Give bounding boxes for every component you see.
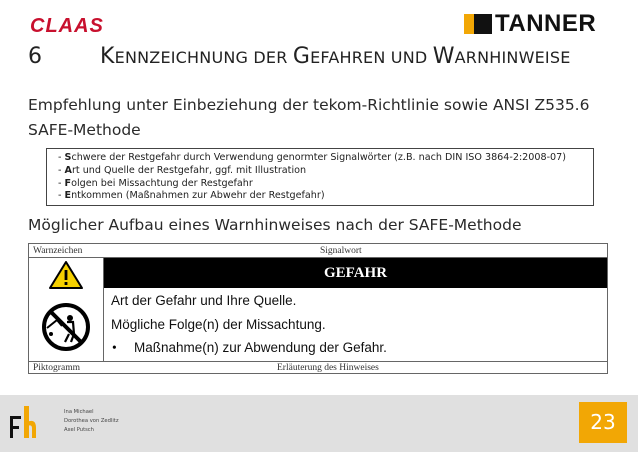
author-list xyxy=(64,408,119,435)
header-warnzeichen: Warnzeichen xyxy=(33,246,83,256)
safe-method-box xyxy=(46,148,594,206)
safe-item-f: - Folgen bei Missachtung der Restgefahr xyxy=(58,177,253,189)
signal-word: GEFAHR xyxy=(323,265,388,281)
safe-method-label: SAFE-Methode xyxy=(28,121,141,139)
safe-item-a: - Art und Quelle der Restgefahr, ggf. mit Illustration xyxy=(58,164,307,176)
fh-logo xyxy=(8,402,62,446)
author: Axel Putsch xyxy=(64,427,94,433)
divider xyxy=(29,361,607,362)
tanner-mark-icon xyxy=(462,13,494,35)
tanner-logo xyxy=(462,11,612,37)
warning-structure-table xyxy=(28,243,608,374)
hazard-type-text: Art der Gefahr und Ihre Quelle. xyxy=(111,293,297,308)
author: Dorothea von Zedlitz xyxy=(64,418,119,424)
claas-logo-text: CLAAS xyxy=(30,15,104,35)
consequence-text: Mögliche Folge(n) der Missachtung. xyxy=(111,317,326,332)
safe-item-e: - Entkommen (Maßnahmen zur Abwehr der Restgefahr) xyxy=(58,190,325,202)
warning-triangle-icon xyxy=(50,262,82,288)
structure-heading: Möglicher Aufbau eines Warnhinweises nach der SAFE-Methode xyxy=(28,216,522,234)
section-number: 6 xyxy=(28,44,42,69)
page-number-badge: 23 xyxy=(579,402,627,443)
tanner-logo-text: TANNER xyxy=(495,10,597,37)
subtitle: Empfehlung unter Einbeziehung der tekom-Richtlinie sowie ANSI Z535.6 xyxy=(28,96,590,114)
author: Ina Michael xyxy=(64,409,94,415)
footer-erlaeuterung: Erläuterung des Hinweises xyxy=(277,363,379,373)
safe-item-s: - Schwere der Restgefahr durch Verwendung genormter Signalwörter (z.B. nach DIN ISO 3864-2:2008-07) xyxy=(58,152,567,163)
claas-logo xyxy=(28,15,124,35)
footer-piktogramm: Piktogramm xyxy=(33,363,80,373)
measure-text: Maßnahme(n) zur Abwendung der Gefahr. xyxy=(134,340,387,355)
header-signalwort: Signalwort xyxy=(320,246,362,256)
prohibition-icon xyxy=(44,305,88,349)
section-title: KENNZEICHNUNG DER GEFAHREN UND WARNHINWEISE xyxy=(100,44,571,69)
pictogram-column xyxy=(29,258,103,361)
bullet-icon: • xyxy=(112,340,117,355)
